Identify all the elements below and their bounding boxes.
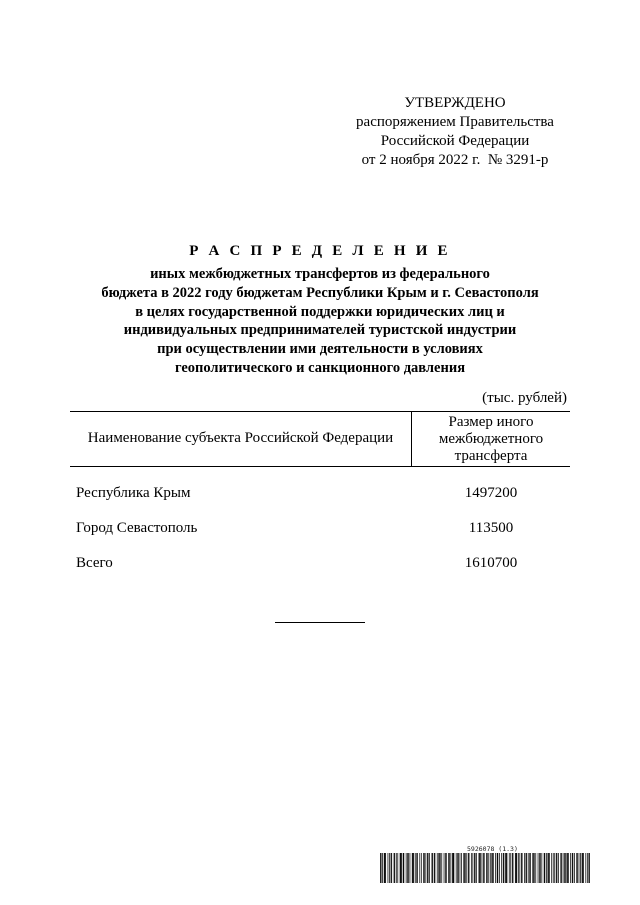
approval-stamp bbox=[340, 94, 570, 170]
approval-line: распоряжением Правительства bbox=[356, 114, 554, 130]
column-header-amount-line: трансферта bbox=[454, 448, 528, 464]
table-top-border bbox=[70, 411, 570, 412]
barcode-icon bbox=[380, 853, 590, 883]
column-header-amount-line: межбюджетного bbox=[438, 431, 544, 447]
region-name: Республика Крым bbox=[76, 485, 191, 501]
total-amount: 1610700 bbox=[464, 555, 518, 571]
table-header-border bbox=[70, 466, 570, 467]
subtitle-line: геополитического и санкционного давления bbox=[174, 359, 466, 376]
column-header-amount-line: Размер иного bbox=[448, 414, 534, 430]
subtitle-line: бюджета в 2022 году бюджетам Республики Крым и г. Севастополя bbox=[101, 284, 539, 301]
transfer-amount: 113500 bbox=[468, 520, 514, 536]
approval-line: Российской Федерации bbox=[380, 133, 530, 149]
approval-heading: УТВЕРЖДЕНО bbox=[404, 95, 506, 111]
subtitle-line: иных межбюджетных трансфертов из федерального bbox=[150, 266, 490, 282]
document-title: Р А С П Р Е Д Е Л Е Н И Е bbox=[189, 243, 451, 259]
subtitle-line: индивидуальных предпринимателей туристской индустрии bbox=[123, 322, 517, 339]
document-subtitle bbox=[60, 265, 580, 378]
approval-date-number: от 2 ноября 2022 г. № 3291-р bbox=[361, 152, 549, 168]
barcode-label: 5926078 (1.3) bbox=[467, 845, 518, 853]
transfer-amount: 1497200 bbox=[464, 485, 518, 501]
column-header-amount bbox=[412, 414, 570, 465]
column-header-region: Наименование субъекта Российской Федерации bbox=[87, 430, 394, 446]
total-label: Всего bbox=[76, 555, 113, 571]
region-name: Город Севастополь bbox=[76, 520, 198, 536]
end-of-document-line bbox=[275, 622, 365, 623]
subtitle-line: в целях государственной поддержки юридических лиц и bbox=[135, 303, 505, 320]
subtitle-line: при осуществлении ими деятельности в условиях bbox=[157, 341, 483, 358]
units-note: (тыс. рублей) bbox=[482, 390, 567, 406]
